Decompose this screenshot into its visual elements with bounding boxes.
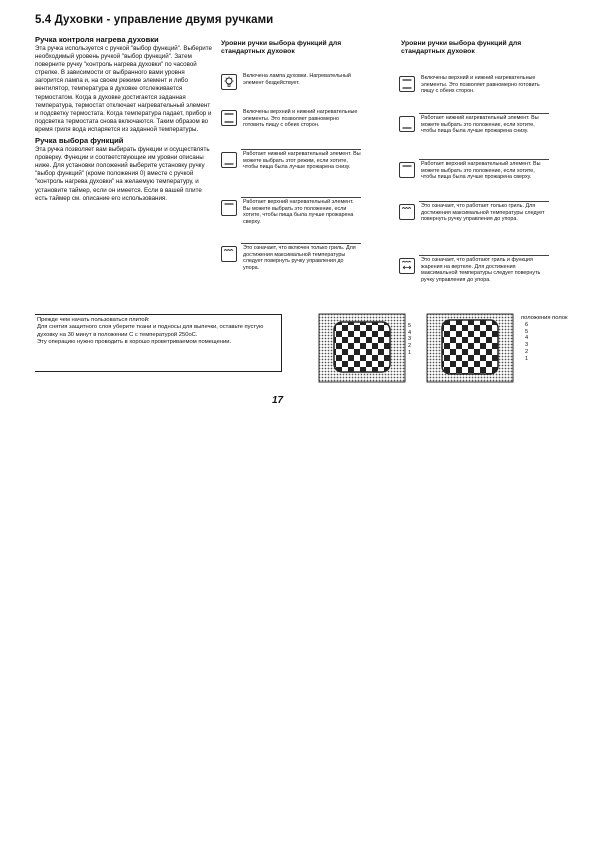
grill-icon <box>399 204 415 220</box>
function-item <box>221 74 361 104</box>
divider <box>241 197 361 198</box>
divider <box>419 255 549 256</box>
function-item <box>221 110 361 140</box>
function-item-text: Включена лампа духовки. Нагревательный элемент бездействует. <box>243 73 351 86</box>
function-item-text: Это означает, что работают гриль и функция жарения на вертеле. Для достижения максимальной температуры следует повернуть ручку управления до упора. <box>421 257 541 283</box>
function-item-text: Работает нижний нагревательный элемент. Вы можете выбрать это положение, если хотите, чтобы пища была лучше прожарена снизу. <box>421 115 539 134</box>
page-number: 17 <box>272 395 284 406</box>
divider <box>419 113 549 114</box>
shelf-numbers-right <box>525 322 528 362</box>
divider <box>241 149 361 150</box>
shelf-number: 4 <box>408 329 412 336</box>
note-line-3: Эту операцию нужно проводить в хорошо проветриваемом помещении. <box>37 339 232 346</box>
divider <box>419 159 549 160</box>
shelf-positions-label: положения полок <box>521 315 568 321</box>
function-item <box>399 116 549 146</box>
function-item <box>221 200 361 230</box>
function-item <box>399 204 549 234</box>
function-item-text: Включены верхний и нижний нагревательные элементы. Это позволяет равномерно готовить пищу с обеих сторон. <box>243 109 358 128</box>
function-item-text: Работает верхний нагревательный элемент. Вы можете выбрать это положение, если хотите, чтобы пища была лучше прожарена сверху. <box>421 161 541 180</box>
function-item <box>221 152 361 182</box>
shelf-number: 5 <box>408 323 412 329</box>
function-item-text: Это означает, что включен только гриль. Для достижения максимальной температуры следует повернуть ручку управления до упора. <box>243 245 356 271</box>
divider <box>241 243 361 244</box>
function-selector-heading: Ручка выбора функций <box>35 136 124 146</box>
grill-icon <box>221 246 237 262</box>
shelf-number: 5 <box>525 328 529 335</box>
bottom-heat-icon <box>221 152 237 168</box>
shelf-numbers-left <box>408 323 411 357</box>
divider <box>419 201 549 202</box>
levels-heading-standard-2: Уровни ручки выбора функций для стандартных духовок <box>401 40 522 56</box>
top-heat-icon <box>221 200 237 216</box>
shelf-number: 3 <box>525 342 529 349</box>
top-bottom-heat-icon <box>399 76 415 92</box>
function-item <box>399 76 549 106</box>
heat-control-text: Эта ручка используется с ручкой "выбор функций". Выберите необходимый уровень ручкой "выбор функций". Затем поверните ручку "контроль нагрева духовки" по часовой стрелке. В зависимости от выбранного вами уровня загорится лампа и, на своем режиме элемент и либо вентилятор, температура в духовке отслеживается термостатом. Когда в духовке достигается заданная температура, термостат отключает нагревательный элемент и подсветку термостата. Когда температура падает, прибор и подсветка термостата снова включаются. Таким образом во время гриля вода испаряется из заданной температуры. <box>35 45 212 133</box>
function-item-text: Это означает, что работает только гриль. Для достижения максимальной температуры следует повернуть ручку управления до упора. <box>421 203 545 222</box>
function-item-text: Включены верхний и нижний нагревательные элементы. Это позволяет равномерно готовить пищу с обеих сторон. <box>421 75 540 94</box>
lamp-icon <box>221 74 237 90</box>
shelf-number: 4 <box>525 335 529 342</box>
left-column <box>35 35 213 205</box>
oven-shelf-diagram-left <box>318 313 406 383</box>
function-item-text: Работает верхний нагревательный элемент. Вы можете выбрать это положение, если хотите, чтобы пища была лучше прожарена сверху. <box>243 199 354 225</box>
top-bottom-heat-icon <box>221 110 237 126</box>
function-item <box>221 246 361 276</box>
section-title: 5.4 Духовки - управление двумя ручками <box>35 14 274 26</box>
bottom-heat-icon <box>399 116 415 132</box>
function-selector-text: Эта ручка позволяет вам выбирать функции и осуществлять проверку. Функции и соответствующие им уровни описаны ниже. Для установки положений выберите установку ручку "выбор функций" (кроме положения 0) вместе с ручкой "контроль нагрева духовки" на желаемую температуру, и установите таймер, если он имеется. Если в вашей плите есть таймер см. описание его использования. <box>35 146 210 202</box>
oven-shelf-diagram-right <box>426 313 514 383</box>
shelf-number: 1 <box>525 355 529 362</box>
shelf-number: 6 <box>525 322 529 328</box>
levels-heading-standard: Уровни ручки выбора функций для стандартных духовок <box>221 40 342 56</box>
function-item-text: Работает нижний нагревательный элемент. Вы можете выбрать этот режим, если хотите, чтобы пища была лучше прожарена снизу. <box>243 151 361 170</box>
fan-grill-icon <box>399 258 415 274</box>
function-item <box>399 258 549 288</box>
top-heat-icon <box>399 162 415 178</box>
heat-control-heading: Ручка контроля нагрева духовки <box>35 35 159 44</box>
shelf-number: 2 <box>408 343 412 350</box>
shelf-number: 2 <box>525 348 529 355</box>
function-item <box>399 162 549 192</box>
first-use-note <box>35 314 282 372</box>
shelf-number: 1 <box>408 349 412 356</box>
shelf-number: 3 <box>408 336 412 343</box>
note-line-1: Прежде чем начать пользоваться плитой: <box>37 317 150 323</box>
note-line-2: Для снятия защитного слоя уберите ткани и подносы для выпечки, оставьте пустую духовку на 30 минут в положении С с температурой 250oC. <box>37 324 264 338</box>
